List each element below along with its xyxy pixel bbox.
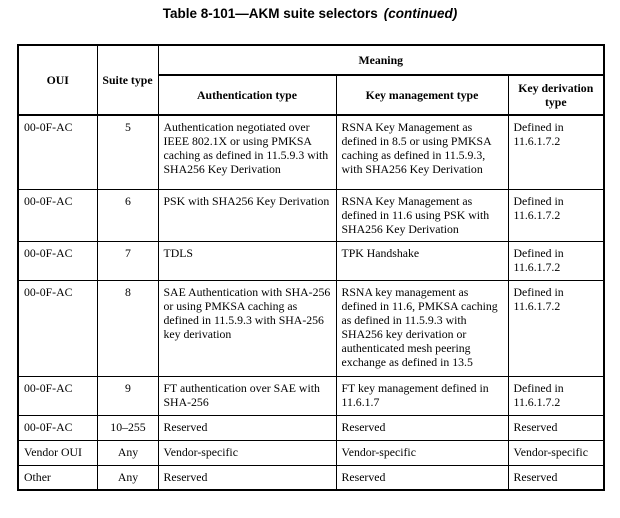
cell-key-derivation-type: Defined in 11.6.1.7.2 — [508, 241, 604, 280]
table-continued-note: (continued) — [383, 6, 458, 21]
cell-key-derivation-type: Defined in 11.6.1.7.2 — [508, 189, 604, 241]
cell-key-management-type: Reserved — [336, 465, 508, 490]
cell-oui: 00-0F-AC — [18, 241, 97, 280]
cell-key-derivation-type: Reserved — [508, 415, 604, 440]
cell-suite-type: Any — [97, 465, 158, 490]
cell-authentication-type: FT authentication over SAE with SHA-256 — [158, 376, 336, 415]
cell-suite-type: 7 — [97, 241, 158, 280]
cell-suite-type: 10–255 — [97, 415, 158, 440]
cell-oui: Vendor OUI — [18, 440, 97, 465]
header-key-derivation-type: Key derivation type — [508, 75, 604, 115]
cell-oui: 00-0F-AC — [18, 115, 97, 189]
cell-authentication-type: TDLS — [158, 241, 336, 280]
table-row — [18, 465, 604, 490]
cell-suite-type: 9 — [97, 376, 158, 415]
cell-oui: 00-0F-AC — [18, 189, 97, 241]
table-body — [18, 115, 604, 490]
cell-key-derivation-type: Vendor-specific — [508, 440, 604, 465]
table-row — [18, 189, 604, 241]
table-row — [18, 440, 604, 465]
header-suite-type: Suite type — [97, 45, 158, 115]
header-oui: OUI — [18, 45, 97, 115]
cell-oui: Other — [18, 465, 97, 490]
table-row — [18, 115, 604, 189]
cell-key-derivation-type: Reserved — [508, 465, 604, 490]
cell-suite-type: 6 — [97, 189, 158, 241]
cell-authentication-type: Vendor-specific — [158, 440, 336, 465]
cell-key-management-type: RSNA key management as defined in 11.6, PMKSA caching as defined in 11.5.9.3 with SHA256 key derivation or authenticated mesh peering exchange as defined in 13.5 — [336, 280, 508, 376]
cell-oui: 00-0F-AC — [18, 280, 97, 376]
table-row — [18, 280, 604, 376]
cell-key-derivation-type: Defined in 11.6.1.7.2 — [508, 280, 604, 376]
cell-key-management-type: TPK Handshake — [336, 241, 508, 280]
cell-suite-type: 8 — [97, 280, 158, 376]
cell-authentication-type: PSK with SHA256 Key Derivation — [158, 189, 336, 241]
cell-authentication-type: Reserved — [158, 415, 336, 440]
table-row — [18, 241, 604, 280]
cell-oui: 00-0F-AC — [18, 415, 97, 440]
cell-suite-type: 5 — [97, 115, 158, 189]
cell-key-management-type: Reserved — [336, 415, 508, 440]
cell-key-management-type: RSNA Key Management as defined in 11.6 using PSK with SHA256 Key Derivation — [336, 189, 508, 241]
table-row — [18, 376, 604, 415]
cell-key-management-type: FT key management defined in 11.6.1.7 — [336, 376, 508, 415]
cell-key-derivation-type: Defined in 11.6.1.7.2 — [508, 115, 604, 189]
cell-authentication-type: SAE Authentication with SHA-256 or using PMKSA caching as defined in 11.5.9.3 with SHA-256 key derivation — [158, 280, 336, 376]
cell-key-derivation-type: Defined in 11.6.1.7.2 — [508, 376, 604, 415]
header-key-management-type: Key management type — [336, 75, 508, 115]
cell-authentication-type: Reserved — [158, 465, 336, 490]
cell-authentication-type: Authentication negotiated over IEEE 802.1X or using PMKSA caching as defined in 11.5.9.3 with SHA256 Key Derivation — [158, 115, 336, 189]
table-row — [18, 415, 604, 440]
table-caption — [0, 6, 620, 22]
cell-suite-type: Any — [97, 440, 158, 465]
cell-key-management-type: RSNA Key Management as defined in 8.5 or using PMKSA caching as defined in 11.5.9.3, with SHA256 Key Derivation — [336, 115, 508, 189]
header-authentication-type: Authentication type — [158, 75, 336, 115]
header-meaning: Meaning — [158, 45, 604, 75]
akm-suite-selectors-table — [17, 44, 605, 491]
table-title: Table 8-101—AKM suite selectors — [162, 6, 378, 21]
cell-key-management-type: Vendor-specific — [336, 440, 508, 465]
cell-oui: 00-0F-AC — [18, 376, 97, 415]
